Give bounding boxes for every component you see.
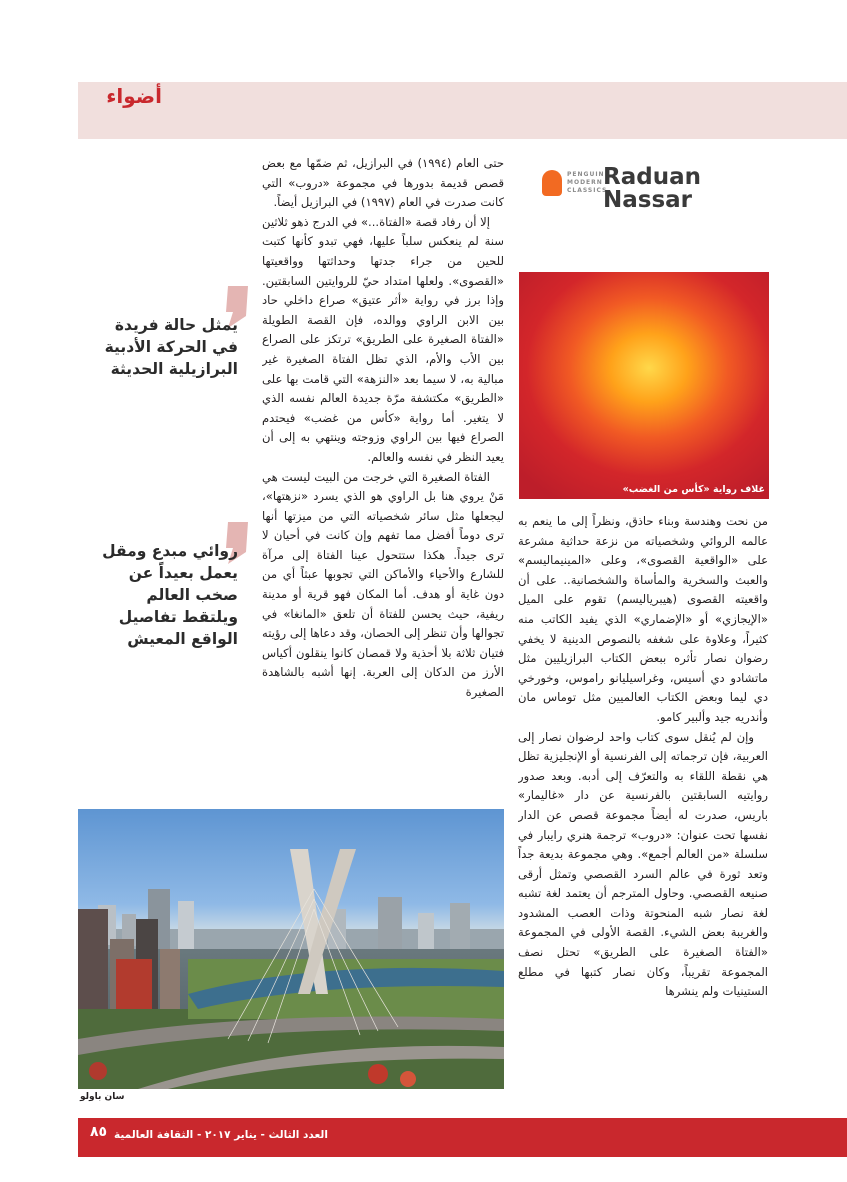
paragraph: وإن لم يُنقل سوى كتاب واحد لرضوان نصار إلى العربية، فإن ترجماته إلى الفرنسية أو الإنجليزية تظل هي نقطة اللقاء به والتعرّف إلى أدبه. وبعد صدور روايتيه السابقتين بالفرنسية عن دار «غاليمار» باريس، صدرت له أيضاً مجموعة قصص عن الدار نفسها تحت عنوان: «دروب» ترجمة هنري رايبار في سلسلة «من العالم أجمع». وهي مجموعة بديعة جداً وتعد ثورة في عالم السرد القصصي وتمثل أرقى صنيعه القصصي. وحاول المترجم أن يعتمد لغة تشبه لغة نصار شبه المنحوتة وذات العصب المشدود والغريبة بعض الشيء. القصة الأولى في المجموعة «الفتاة الصغيرة على الطريق» تحتل نصف المجموعة تقريباً، وكان نصار كتبها في مطلع الستينيات ولم ينشرها [518,729,768,999]
footer-issue: العدد الثالث - يناير ٢٠١٧ - [196,1129,328,1141]
penguin-logo-icon [542,170,562,196]
pull-quote-1: يمثل حالة فريدة في الحركة الأدبية البرازيلية الحديثة [104,316,238,378]
cover-author-first: Raduan [603,164,701,190]
cover-title-line2: of Rage [603,231,691,257]
article-column-middle [262,154,504,810]
cover-title-line1: A Cup [603,209,672,235]
paragraph: حتى العام (١٩٩٤) في البرازيل، ثم ضمّها مع بعض قصص قديمة بدورها في مجموعة «دروب» التي كانت صدرت في العام (١٩٩٧) في البرازيل أيضاً. [262,156,504,210]
footer-magazine-name: الثقافة العالمية [114,1129,194,1141]
page-number: ٨٥ [90,1124,108,1140]
sao-paulo-photo [78,809,504,1089]
cover-author [603,166,701,212]
photo-caption: سان باولو [80,1092,125,1102]
section-title: أضواء [106,84,162,108]
cover-title [603,211,691,255]
paragraph: من نحت وهندسة وبناء حاذق، ونظراً إلى ما ينعم به عالمه الروائي وشخصياته من نزعة حداثية مشرعة على «الواقعية القصوى»، وعلى «المينيماليسم» والعبث والسخرية والمأساة والشخصانية.. على أن واقعيته القصوى (هيبرياليسم) تقوم على الميل «الإيجازي» أو «الإضماري» الذي يفيد الكاتب منه كثيراً، وعلاوة على شغفه بالنصوص الدينية لا يخفي رضوان نصار تأثره ببعض الكتاب البرازيليين مثل ماتشادو دي أسيس، وغراسيليانو راموس، وخورخي دي ليما وبعض الكتاب العالميين مثل توماس مان وأندريه جيد وألبير كامو. [518,514,768,724]
section-header-band [78,82,847,139]
book-cover-image [519,154,769,499]
pull-quote-2: روائي مبدع ومقل يعمل بعيداً عن صخب العالم ويلتقط تفاصيل الواقع المعيش [102,542,238,648]
cover-series-label: PENGUIN MODERN CLASSICS [567,171,608,194]
paragraph: إلا أن رفاد قصة «الفتاة...» في الدرج ذهو ثلاثين سنة لم ينعكس سلباً عليها، فهي تبدو كأنها كتبت للحين من جراء جدتها وحداثتها وواقعيتها «القصوى». ولعلها امتداد حيّ للروايتين السابقتين. وإذا برز في رواية «أثر عتيق» صراع داخلي حاد بين الابن الراوي ووالده، فإن القصة الطويلة «الفتاة الصغيرة على الطريق» ترتكز على الصراع بين الأب والأم، الذي تظل الفتاة الصغيرة غير مبالية به، لا سيما بعد «النزهة» التي قامت بها على «الطريق» مكتشفة مرّة جديدة العالم نفسه الذي لا يتغير. أما رواية «كأس من غضب» فيحتدم الصراع فيها بين الراوي وزوجته وينتهي به إلى أن يعيد النظر في نفسه والعالم. [262,214,504,464]
paragraph: الفتاة الصغيرة التي خرجت من البيت ليست هي مَنْ يروي هنا بل الراوي هو الذي يسرد «نزهتها»، ليجعلها مثل سائر شخصياته التي من ميزتها أنها ترى دوماً أفضل مما تفهم وإن كانت في أحيان لا ترى جيداً. هكذا ستتحول عينا الفتاة إلى مرآة للشارع والأحياء والأماكن التي تجوبها عبثاً أي من دون غاية أو هدف. أما المكان فهو قرية أو مدينة ريفية، حيث يحسن للفتاة أن تلعق «المانغا» في تجوالها وأن تنظر إلى الحصان، وقد دعاها إلى رؤيته فتيان ثلاثة بلا أحذية ولا قمصان كانوا ينقلون أكياس الأرز من الدكان إلى العربة. إنها أشبه بالشاهدة الصغيرة [262,469,504,700]
article-column-right [518,512,768,1118]
bridge-scene-illustration [78,809,504,1089]
footer-issue-info [114,1129,328,1141]
cover-author-last: Nassar [603,187,693,213]
cover-caption: غلاف رواية «كأس من الغضب» [622,484,765,495]
